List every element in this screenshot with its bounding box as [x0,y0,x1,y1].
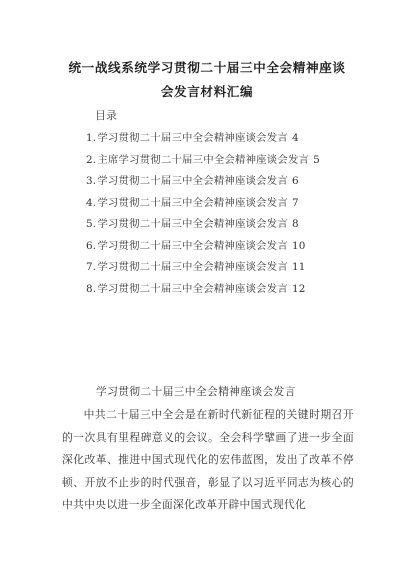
toc-item[interactable] [86,214,320,236]
toc-item-page: 10 [291,239,306,252]
toc-item[interactable] [86,150,320,172]
toc-item-text: 学习贯彻二十届三中全会精神座谈会发言 [97,282,288,295]
toc-item[interactable] [86,279,320,301]
toc-item-number: 4. [86,196,97,209]
toc-item-text: 学习贯彻二十届三中全会精神座谈会发言 [97,132,288,144]
toc-item[interactable] [86,236,320,258]
toc-item-page: 12 [291,282,306,295]
toc-item-page: 4 [291,132,299,144]
toc-item-text: 主席学习贯彻二十届三中全会精神座谈会发言 [97,153,310,166]
toc-item-page: 8 [291,218,299,230]
toc-item-text: 学习贯彻二十届三中全会精神座谈会发言 [97,196,288,209]
toc-item-text: 学习贯彻二十届三中全会精神座谈会发言 [97,261,288,273]
toc-item[interactable] [86,171,320,193]
section-title: 学习贯彻二十届三中全会精神座谈会发言 [96,385,296,398]
toc-item-number: 5. [86,218,97,230]
toc-item-number: 1. [86,132,97,144]
toc-item-number: 8. [86,282,97,295]
toc-list [86,128,320,300]
body-paragraph: 中共二十届三中全会是在新时代新征程的关键时期召开的一次具有里程碑意义的会议。全会科学擘画了进一步全面深化改革、推进中国式现代化的宏伟蓝图，发出了改革不停顿、开放不止步的时代强音，彰显了以习近平同志为核心的中共中央以进一步全面深化改革开辟中国式现代化 [62,408,354,512]
toc-item-number: 2. [86,153,97,166]
toc-item-text: 学习贯彻二十届三中全会精神座谈会发言 [97,239,288,252]
toc-item[interactable] [86,257,320,279]
toc-item-text: 学习贯彻二十届三中全会精神座谈会发言 [97,218,288,230]
toc-item-number: 6. [86,239,97,252]
document-title: 统一战线系统学习贯彻二十届三中全会精神座谈会发言材料汇编 [68,60,346,99]
toc-item-page: 6 [291,175,299,187]
toc-item-page: 5 [313,153,320,166]
toc-heading: 目录 [95,109,117,122]
toc-item-page: 7 [291,196,299,209]
toc-item-number: 3. [86,175,97,187]
toc-item-text: 学习贯彻二十届三中全会精神座谈会发言 [97,175,288,187]
toc-item-number: 7. [86,261,97,273]
toc-item-page: 11 [291,261,306,273]
toc-item[interactable] [86,128,320,150]
toc-item[interactable] [86,193,320,215]
